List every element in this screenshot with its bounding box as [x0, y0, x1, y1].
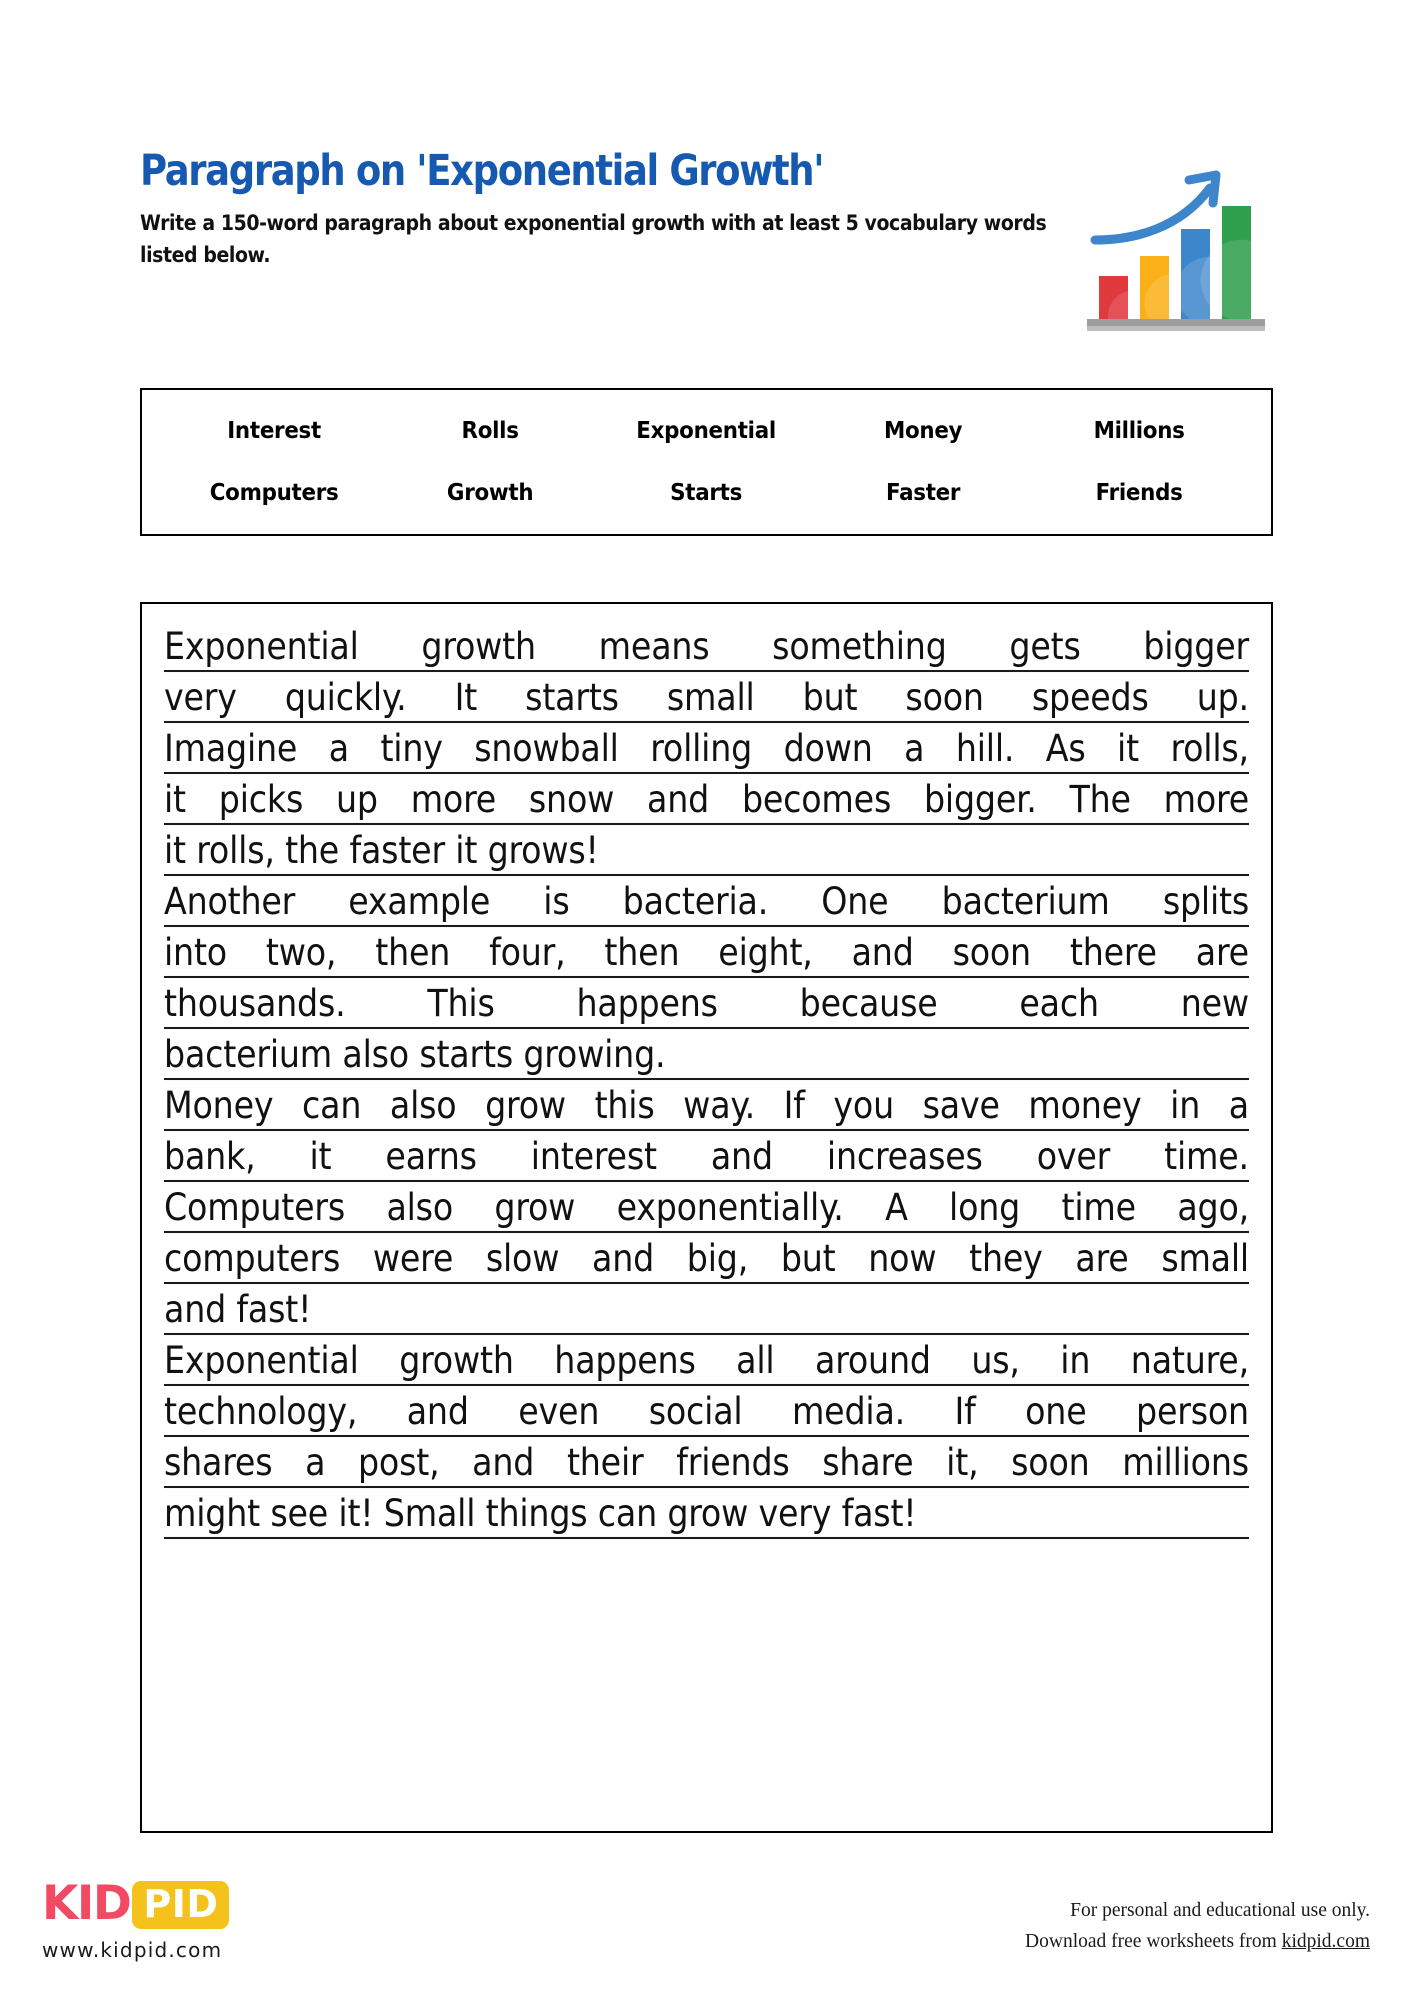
kidpid-download-link[interactable]: kidpid.com [1281, 1931, 1370, 1953]
vocabulary-row [166, 462, 1247, 524]
answer-word: grow [667, 1491, 749, 1535]
answer-word: rolls, [1170, 726, 1249, 770]
vocab-word: Exponential [636, 418, 777, 444]
answer-word: then [375, 930, 451, 974]
answer-word: it [1117, 726, 1139, 770]
answer-word: shares [164, 1440, 273, 1484]
answer-word: soon [952, 930, 1031, 974]
answer-word: you [833, 1083, 894, 1127]
answer-word: bigger [1143, 624, 1249, 668]
answer-line [164, 620, 1249, 672]
answer-word: example [348, 879, 491, 923]
answer-word: time [1061, 1185, 1136, 1229]
answer-line [164, 671, 1249, 723]
logo-text-kid: KID [42, 1875, 131, 1931]
answer-word: a [305, 1440, 326, 1484]
answer-word: friends [676, 1440, 790, 1484]
answer-word: save [922, 1083, 1000, 1127]
answer-word: bacterium [164, 1032, 333, 1076]
answer-word: and [592, 1236, 655, 1280]
answer-word: quickly. [284, 675, 407, 719]
answer-line [164, 1385, 1249, 1437]
answer-word: but [780, 1236, 836, 1280]
answer-word: person [1136, 1389, 1249, 1433]
answer-word: it [455, 828, 478, 872]
answer-word: a [328, 726, 349, 770]
answer-word: things [485, 1491, 588, 1535]
answer-word: also [342, 1032, 409, 1076]
answer-word: up. [1196, 675, 1249, 719]
answer-word: fast! [841, 1491, 917, 1535]
answer-word: up [335, 777, 378, 821]
answer-word: growth [421, 624, 536, 668]
answer-word: snowball [474, 726, 619, 770]
answer-word: grow [485, 1083, 566, 1127]
answer-word: over [1036, 1134, 1111, 1178]
answer-word: very [164, 675, 237, 719]
vocab-word: Rolls [461, 418, 519, 444]
answer-word: earns [385, 1134, 477, 1178]
answer-word: down [783, 726, 873, 770]
answer-word: something [772, 624, 947, 668]
answer-word: more [410, 777, 497, 821]
answer-word: are [1195, 930, 1249, 974]
answer-line [164, 926, 1249, 978]
answer-word: big, [686, 1236, 749, 1280]
worksheet-instructions: Write a 150-word paragraph about exponential growth with at least 5 vocabulary words listed below. [140, 211, 1047, 268]
answer-word: two, [265, 930, 337, 974]
answer-word: exponentially. [616, 1185, 844, 1229]
answer-word: and [164, 1287, 227, 1331]
header-text-block [140, 140, 1085, 272]
vocabulary-row [166, 400, 1247, 462]
answer-word: and [851, 930, 914, 974]
answer-word: then [604, 930, 680, 974]
answer-word: Small [383, 1491, 476, 1535]
answer-word: bank, [164, 1134, 256, 1178]
vocabulary-word-bank [140, 388, 1273, 536]
answer-word: becomes [741, 777, 892, 821]
answer-word: computers [164, 1236, 341, 1280]
worksheet-header [140, 140, 1280, 340]
answer-word: If [783, 1083, 805, 1127]
bar-chart-svg [1085, 140, 1285, 335]
answer-word: around [815, 1338, 931, 1382]
answer-word: are [1075, 1236, 1129, 1280]
answer-word: social [648, 1389, 743, 1433]
vocab-word: Friends [1095, 480, 1183, 506]
answer-word: also [389, 1083, 457, 1127]
answer-word: The [1069, 777, 1131, 821]
vocab-word: Faster [885, 480, 960, 506]
answer-word: nature, [1130, 1338, 1249, 1382]
answer-line [164, 773, 1249, 825]
vocab-word: Interest [227, 418, 321, 444]
answer-word: and [647, 777, 710, 821]
vocab-word: Millions [1093, 418, 1185, 444]
answer-writing-area[interactable] [140, 602, 1273, 1833]
answer-word: soon [905, 675, 984, 719]
logo-website-url: www.kidpid.com [42, 1938, 223, 1962]
logo-row [42, 1876, 272, 1930]
answer-line [164, 824, 1249, 876]
answer-word: new [1180, 981, 1249, 1025]
answer-word: Exponential [164, 624, 359, 668]
answer-word: Exponential [164, 1338, 359, 1382]
kidpid-logo[interactable] [42, 1876, 272, 1962]
answer-line [164, 1232, 1249, 1284]
answer-word: millions [1122, 1440, 1249, 1484]
answer-word: each [1019, 981, 1099, 1025]
answer-word: As [1045, 726, 1086, 770]
answer-word: more [1163, 777, 1249, 821]
answer-word: all [736, 1338, 775, 1382]
answer-word: it! [338, 1491, 374, 1535]
answer-word: way. [683, 1083, 755, 1127]
footer-note-line1: For personal and educational use only. [1070, 1899, 1370, 1921]
vocab-word: Computers [209, 480, 339, 506]
logo-text-pid: PID [132, 1881, 229, 1929]
answer-line [164, 977, 1249, 1029]
answer-word: technology, [164, 1389, 358, 1433]
answer-word: One [821, 879, 889, 923]
answer-word: a [904, 726, 925, 770]
vocab-word: Growth [447, 480, 534, 506]
answer-word: see [270, 1491, 329, 1535]
answer-word: it, [946, 1440, 979, 1484]
answer-line [164, 1130, 1249, 1182]
answer-word: and [406, 1389, 469, 1433]
answer-word: rolling [650, 726, 753, 770]
answer-word: into [164, 930, 227, 974]
page-title: Paragraph on 'Exponential Growth' [140, 146, 824, 196]
answer-word: they [969, 1236, 1043, 1280]
answer-word: means [598, 624, 710, 668]
answer-word: Another [164, 879, 296, 923]
answer-line [164, 1283, 1249, 1335]
answer-word: might [164, 1491, 260, 1535]
answer-word: also [386, 1185, 453, 1229]
answer-word: and [710, 1134, 773, 1178]
answer-word: Imagine [164, 726, 298, 770]
answer-word: slow [485, 1236, 560, 1280]
answer-word: soon [1011, 1440, 1090, 1484]
answer-word: bacterium [941, 879, 1110, 923]
answer-word: splits [1162, 879, 1249, 923]
answer-word: small [666, 675, 755, 719]
growth-bar-chart-icon [1085, 140, 1285, 335]
answer-word: there [1069, 930, 1157, 974]
answer-word: long [949, 1185, 1021, 1229]
answer-word: growth [399, 1338, 514, 1382]
answer-word: share [822, 1440, 914, 1484]
answer-word: the [285, 828, 340, 872]
answer-word: time. [1164, 1134, 1249, 1178]
answer-word: were [372, 1236, 454, 1280]
answer-word: but [802, 675, 858, 719]
answer-line [164, 1181, 1249, 1233]
answer-word: bacteria. [622, 879, 769, 923]
answer-word: can [597, 1491, 657, 1535]
answer-word: snow [528, 777, 615, 821]
answer-word: This [427, 981, 495, 1025]
answer-word: now [868, 1236, 937, 1280]
answer-word: picks [218, 777, 304, 821]
answer-word: is [543, 879, 570, 923]
answer-word: A [885, 1185, 908, 1229]
answer-word: money [1028, 1083, 1142, 1127]
answer-word: four, [489, 930, 566, 974]
answer-word: in [1170, 1083, 1201, 1127]
answer-line [164, 1334, 1249, 1386]
answer-line [164, 1487, 1249, 1539]
answer-word: happens [576, 981, 718, 1025]
answer-word: because [799, 981, 938, 1025]
answer-word: grow [494, 1185, 576, 1229]
answer-word: it [164, 828, 186, 872]
answer-word: faster [349, 828, 445, 872]
answer-word: it [164, 777, 186, 821]
answer-word: starts [419, 1032, 513, 1076]
answer-word: even [518, 1389, 600, 1433]
answer-word: and [472, 1440, 535, 1484]
answer-word: starts [525, 675, 619, 719]
footer-note-prefix: Download free worksheets from [1025, 1931, 1282, 1953]
answer-word: post, [357, 1440, 440, 1484]
answer-word: It [454, 675, 478, 719]
answer-word: rolls, [196, 828, 275, 872]
answer-word: can [302, 1083, 362, 1127]
answer-word: bigger. [923, 777, 1037, 821]
answer-word: media. [791, 1389, 906, 1433]
page-footer [0, 1830, 1414, 2000]
footer-note-line2 [1025, 1926, 1370, 1958]
answer-word: ago, [1177, 1185, 1249, 1229]
answer-word: hill. [955, 726, 1015, 770]
answer-word: eight, [718, 930, 813, 974]
answer-line [164, 875, 1249, 927]
answer-word: increases [826, 1134, 983, 1178]
answer-word: in [1060, 1338, 1091, 1382]
footer-usage-note [1025, 1895, 1370, 1958]
vocab-word: Money [883, 418, 962, 444]
answer-line [164, 1436, 1249, 1488]
answer-word: If [954, 1389, 976, 1433]
chart-baseline-shadow [1087, 326, 1265, 331]
answer-word: Money [164, 1083, 274, 1127]
answer-line [164, 722, 1249, 774]
answer-line [164, 1079, 1249, 1131]
answer-word: thousands. [164, 981, 346, 1025]
answer-word: it [309, 1134, 332, 1178]
answer-word: Computers [164, 1185, 346, 1229]
answer-word: their [566, 1440, 644, 1484]
answer-word: us, [971, 1338, 1020, 1382]
answer-word: growing. [523, 1032, 666, 1076]
answer-word: fast! [236, 1287, 312, 1331]
answer-line [164, 1028, 1249, 1080]
answer-word: a [1228, 1083, 1249, 1127]
answer-word: one [1025, 1389, 1087, 1433]
answer-word: grows! [487, 828, 599, 872]
answer-word: speeds [1031, 675, 1149, 719]
answer-word: very [758, 1491, 832, 1535]
answer-word: tiny [380, 726, 443, 770]
answer-word: gets [1009, 624, 1081, 668]
answer-word: small [1161, 1236, 1249, 1280]
answer-word: interest [530, 1134, 657, 1178]
answer-word: this [594, 1083, 655, 1127]
vocab-word: Starts [670, 480, 743, 506]
answer-word: happens [554, 1338, 696, 1382]
